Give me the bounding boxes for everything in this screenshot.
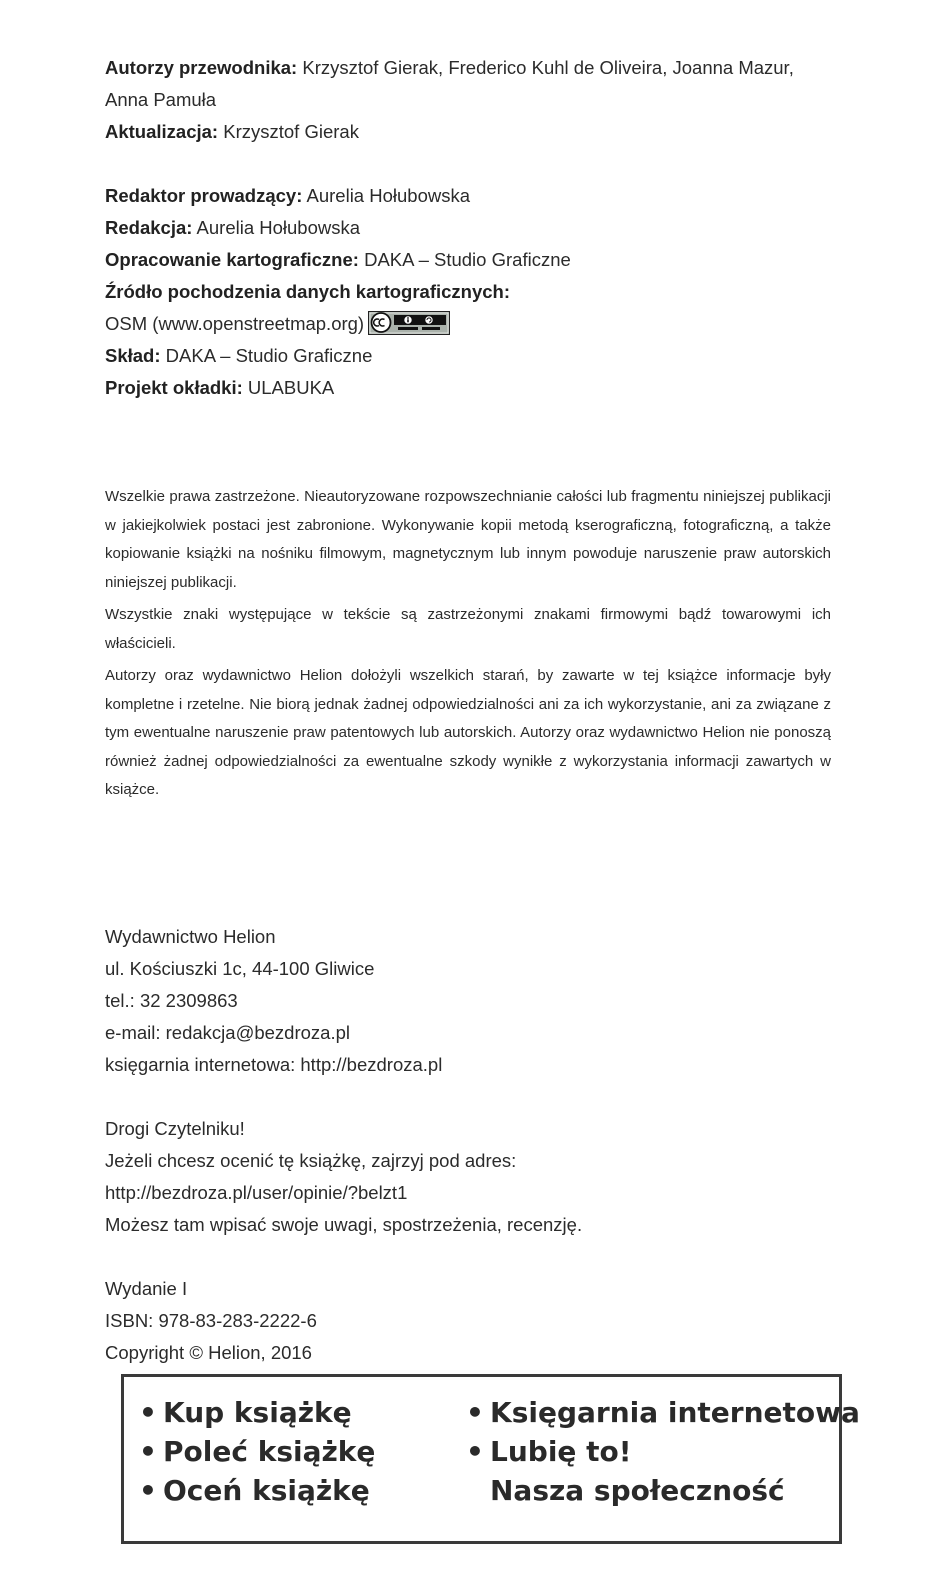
credits-block [105,52,835,404]
cartography-value: DAKA – Studio Graficzne [358,249,571,270]
legal-notice [105,483,831,809]
cover-label: Projekt okładki: [105,377,243,398]
buy-book-label: Kup książkę [163,1396,352,1429]
like-it-link[interactable] [466,1432,860,1471]
rate-book-label: Oceń książkę [163,1474,370,1507]
map-source-label: Źródło pochodzenia danych kartograficznych: [105,281,510,302]
authors-value: Krzysztof Gierak, Frederico Kuhl de Oliveira, Joanna Mazur, Anna Pamuła [105,57,794,110]
map-source-value-line [105,308,835,340]
recommend-book-label: Poleć książkę [163,1435,376,1468]
cc-by-sa-icon [368,311,450,335]
online-bookstore-link[interactable] [466,1393,860,1432]
publisher-shop: księgarnia internetowa: http://bezdroza.pl [105,1054,443,1075]
legal-paragraph-rights: Wszelkie prawa zastrzeżone. Nieautoryzowane rozpowszechnianie całości lub fragmentu niniejszej publikacji w jakiejkolwiek postaci jest zabronione. Wykonywanie kopii metodą kserograficzną, fotograficzną, a także kopiowanie książki na nośniku filmowym, magnetycznym lub innym powoduje naruszenie praw autorskich niniejszej publikacji. [105,488,831,591]
online-bookstore-label: Księgarnia internetowa [490,1396,860,1429]
community-label: Nasza społeczność [490,1474,785,1507]
legal-paragraph-liability: Autorzy oraz wydawnictwo Helion dołożyli wszelkich starań, by zawarte w tej książce informacje były kompletne i rzetelne. Nie biorą jednak żadnej odpowiedzialności ani za ich wykorzystanie, ani za związane z tym ewentualne naruszenie praw patentowych lub autorskich. Autorzy oraz wydawnictwo Helion nie ponoszą również żadnej odpowiedzialności za ewentualne szkody wynikłe z wykorzystania informacji zawartych w książce. [105,667,831,798]
update-label: Aktualizacja: [105,121,219,142]
cover-line [105,372,835,404]
rate-book-link[interactable] [139,1471,375,1510]
like-it-label: Lubię to! [490,1435,632,1468]
publisher-name: Wydawnictwo Helion [105,926,276,947]
update-line [105,116,835,148]
authors-line [105,52,835,116]
bullet-icon: • [139,1435,157,1468]
reader-note: Możesz tam wpisać swoje uwagi, spostrzeżenia, recenzję. [105,1214,583,1235]
lead-editor-value: Aurelia Hołubowska [302,185,471,206]
editing-value: Aurelia Hołubowska [192,217,361,238]
editing-line [105,212,835,244]
promo-left-column [139,1393,375,1510]
map-source-value: OSM (www.openstreetmap.org) [105,313,365,334]
isbn: ISBN: 978-83-283-2222-6 [105,1310,317,1331]
legal-paragraph-trademarks: Wszystkie znaki występujące w tekście są zastrzeżonymi znakami firmowymi bądź towarowymi ich właścicieli. [105,606,831,652]
publisher-phone: tel.: 32 2309863 [105,990,238,1011]
reader-url: http://bezdroza.pl/user/opinie/?belzt1 [105,1182,408,1203]
publisher-email: e-mail: redakcja@bezdroza.pl [105,1022,350,1043]
buy-book-link[interactable] [139,1393,375,1432]
update-value: Krzysztof Gierak [218,121,359,142]
reader-prompt: Jeżeli chcesz ocenić tę książkę, zajrzyj pod adres: [105,1150,517,1171]
cover-value: ULABUKA [242,377,335,398]
copyright: Copyright © Helion, 2016 [105,1342,312,1363]
bullet-icon: • [466,1396,484,1429]
cartography-line [105,244,835,276]
map-source-line [105,276,835,308]
typesetting-value: DAKA – Studio Graficzne [160,345,373,366]
promo-banner [121,1374,860,1544]
editing-label: Redakcja: [105,217,193,238]
authors-label: Autorzy przewodnika: [105,57,298,78]
promo-right-column [466,1393,860,1510]
lead-editor-label: Redaktor prowadzący: [105,185,303,206]
bullet-icon: • [466,1435,484,1468]
community-link[interactable] [466,1471,860,1510]
reader-greeting: Drogi Czytelniku! [105,1118,245,1139]
bullet-icon: • [139,1396,157,1429]
publisher-address: ul. Kościuszki 1c, 44-100 Gliwice [105,958,375,979]
typesetting-label: Skład: [105,345,161,366]
cartography-label: Opracowanie kartograficzne: [105,249,359,270]
publisher-block [105,921,835,1369]
edition-number: Wydanie I [105,1278,188,1299]
recommend-book-link[interactable] [139,1432,375,1471]
typesetting-line [105,340,835,372]
bullet-icon: • [139,1474,157,1507]
lead-editor-line [105,180,835,212]
